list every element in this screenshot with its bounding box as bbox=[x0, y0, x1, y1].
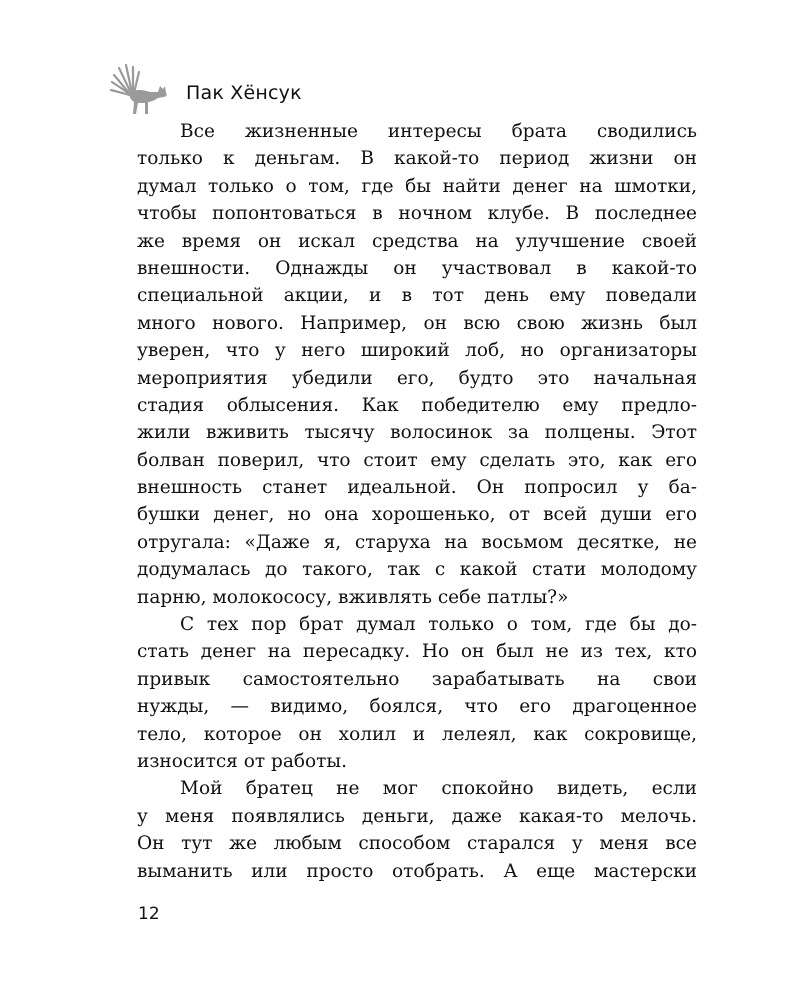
text-line: думал только о том, где бы найти денег на шмотки, bbox=[137, 175, 697, 197]
running-header bbox=[108, 62, 302, 116]
text-line: жили вживить тысячу волосинок за полцены. Этот bbox=[137, 422, 697, 444]
text-line: болван поверил, что стоит ему сделать это, как его bbox=[137, 449, 697, 471]
text-line: Все жизненные интересы брата сводились bbox=[180, 121, 697, 142]
text-line: привык самостоятельно зарабатывать на свои bbox=[137, 668, 697, 690]
text-line: выманить или просто отобрать. А еще мастерски bbox=[137, 860, 697, 882]
text-line: нужды, — видимо, боялся, что его драгоценное bbox=[137, 696, 697, 718]
text-line: чтобы попонтоваться в ночном клубе. В последнее bbox=[137, 203, 697, 225]
text-line: С тех пор брат думал только о том, где бы до- bbox=[180, 614, 697, 636]
text-line: много нового. Например, он всю свою жизнь был bbox=[137, 312, 697, 334]
fox-logo-icon bbox=[108, 62, 178, 116]
text-line: стадия облысения. Как победителю ему предло- bbox=[137, 394, 697, 416]
text-line: внешности. Однажды он участвовал в какой-то bbox=[137, 257, 697, 279]
text-line: износится от работы. bbox=[137, 750, 347, 772]
text-line: специальной акции, и в тот день ему поведали bbox=[137, 285, 697, 307]
text-line: внешность станет идеальной. Он попросил у ба- bbox=[137, 477, 697, 499]
text-line: тело, которое он холил и лелеял, как сокровище, bbox=[137, 723, 697, 745]
text-line: уверен, что у него широкий лоб, но организаторы bbox=[137, 340, 697, 362]
text-line: додумалась до такого, так с какой стати молодому bbox=[137, 559, 697, 581]
author-name: Пак Хёнсук bbox=[186, 82, 302, 104]
text-line: бушки денег, но она хорошенько, от всей души его bbox=[137, 504, 697, 526]
text-line: только к деньгам. В какой-то период жизни он bbox=[137, 148, 697, 170]
text-line: Он тут же любым способом старался у меня все bbox=[137, 833, 697, 855]
body-text bbox=[137, 118, 697, 885]
text-line: отругала: «Даже я, старуха на восьмом десятке, не bbox=[137, 531, 697, 553]
text-line: стать денег на пересадку. Но он был не из тех, кто bbox=[137, 641, 697, 663]
text-line: мероприятия убедили его, будто это начальная bbox=[137, 367, 697, 389]
text-line: у меня появлялись деньги, даже какая-то мелочь. bbox=[137, 805, 697, 827]
text-line: Мой братец не мог спокойно видеть, если bbox=[180, 778, 697, 800]
page-number: 12 bbox=[138, 904, 160, 924]
text-line: парню, молокососу, вживлять себе патлы?» bbox=[137, 586, 569, 608]
text-line: же время он искал средства на улучшение своей bbox=[137, 230, 697, 252]
